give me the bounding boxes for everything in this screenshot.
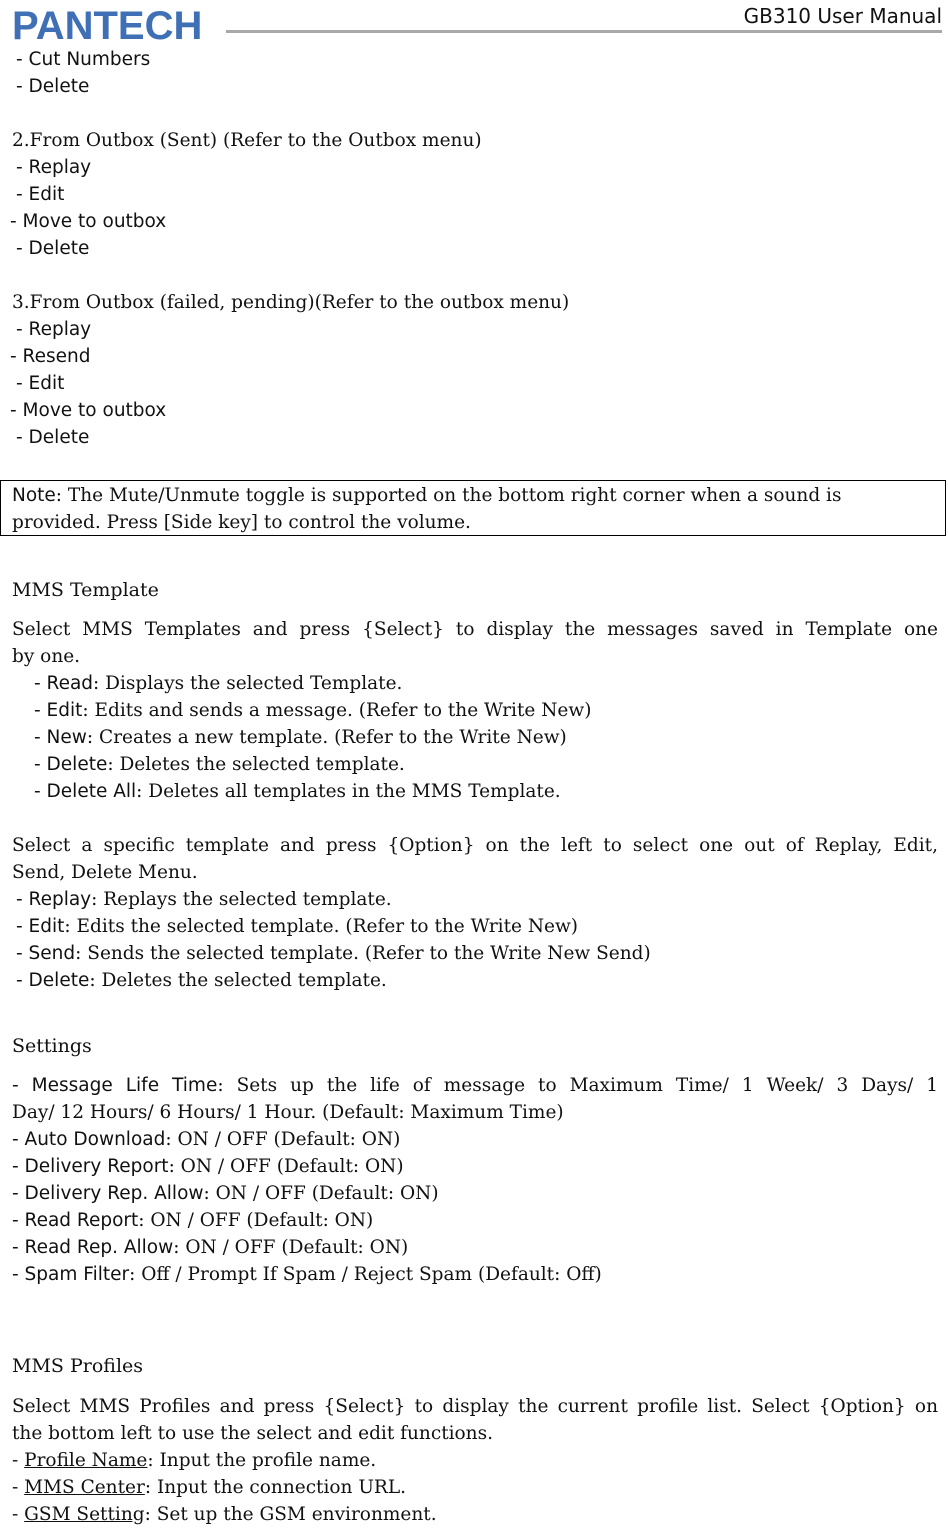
list-item (34, 724, 567, 751)
note-text: provided. Press [Side key] to control the volume. (12, 512, 471, 533)
note-label: Note (12, 485, 56, 506)
list-item: - Edit (16, 373, 65, 394)
item-term: - Replay (16, 889, 92, 910)
list-item (12, 1447, 376, 1474)
profile-name-link[interactable]: Profile Name (24, 1450, 148, 1471)
paragraph-line: Select a specific template and press {Option} on the left to select one out of Replay, Edit, (12, 835, 938, 856)
item-desc: : Displays the selected Template. (93, 673, 403, 694)
item-prefix: - (12, 1504, 25, 1525)
item-term: - Edit (16, 916, 65, 937)
item-term: - Read Report (12, 1210, 139, 1231)
item-term: - Send (16, 943, 76, 964)
item-prefix: - (12, 1450, 25, 1471)
item-desc: : Sets up the life of message to Maximum Time/ 1 Week/ 3 Days/ 1 (217, 1075, 938, 1096)
item-desc: : Set up the GSM environment. (144, 1504, 437, 1525)
item-desc: : Replays the selected template. (91, 889, 392, 910)
list-item: - Move to outbox (10, 400, 167, 421)
item-term: - Delete (34, 754, 108, 775)
paragraph-line: Day/ 12 Hours/ 6 Hours/ 1 Hour. (Default: Maximum Time) (12, 1102, 564, 1123)
item-term: - Read (34, 673, 94, 694)
item-desc: : ON / OFF (Default: ON) (168, 1156, 404, 1177)
list-item: - Delete (16, 427, 90, 448)
list-item (34, 778, 561, 805)
item-term: - Delivery Report (12, 1156, 169, 1177)
item-term: - Read Rep. Allow (12, 1237, 174, 1258)
list-item: - Edit (16, 184, 65, 205)
paragraph-line: Select MMS Templates and press {Select} to display the messages saved in Template one (12, 619, 938, 640)
list-item (12, 1501, 437, 1528)
note-text: : The Mute/Unmute toggle is supported on the bottom right corner when a sound is (55, 485, 842, 506)
item-desc: : ON / OFF (Default: ON) (203, 1183, 439, 1204)
list-item: - Resend (10, 346, 91, 367)
item-desc: : ON / OFF (Default: ON) (165, 1129, 401, 1150)
item-desc: : Deletes all templates in the MMS Template. (136, 781, 561, 802)
item-term: - Spam Filter (12, 1264, 130, 1285)
list-item (34, 670, 402, 697)
section-title: MMS Template (12, 579, 159, 601)
list-item (12, 1072, 938, 1099)
item-desc: : Edits and sends a message. (Refer to the Write New) (82, 700, 592, 721)
list-item (34, 697, 591, 724)
item-desc: : Off / Prompt If Spam / Reject Spam (Default: Off) (129, 1264, 602, 1285)
item-term: - Edit (34, 700, 83, 721)
section-title: Settings (12, 1035, 92, 1057)
item-desc: : Edits the selected template. (Refer to the Write New) (64, 916, 579, 937)
item-desc: : Deletes the selected template. (107, 754, 405, 775)
list-item: - Move to outbox (10, 211, 167, 232)
item-term: - Delete (16, 970, 90, 991)
gsm-setting-link[interactable]: GSM Setting (24, 1504, 145, 1525)
item-desc: : Sends the selected template. (Refer to the Write New Send) (75, 943, 651, 964)
list-item (16, 940, 651, 967)
paragraph-line: by one. (12, 646, 81, 667)
header-rule (226, 30, 942, 33)
paragraph-line: the bottom left to use the select and edit functions. (12, 1423, 493, 1444)
item-desc: : Creates a new template. (Refer to the Write New) (86, 727, 567, 748)
pantech-logo: PANTECH (12, 4, 203, 48)
item-term: - Delete All (34, 781, 137, 802)
list-item (16, 967, 387, 994)
list-item: - Delete (16, 76, 90, 97)
list-item: - Replay (16, 157, 92, 178)
item-term: - Message Life Time (12, 1075, 218, 1096)
list-item (12, 1180, 439, 1207)
list-item: - Delete (16, 238, 90, 259)
item-desc: : ON / OFF (Default: ON) (138, 1210, 374, 1231)
item-desc: : Deletes the selected template. (89, 970, 387, 991)
list-item (12, 1153, 404, 1180)
list-item (34, 751, 405, 778)
list-item (16, 886, 392, 913)
item-term: - Auto Download (12, 1129, 166, 1150)
item-desc: : Input the profile name. (147, 1450, 377, 1471)
item-term: - Delivery Rep. Allow (12, 1183, 204, 1204)
list-item (12, 1126, 400, 1153)
section-heading: 2.From Outbox (Sent) (Refer to the Outbox menu) (12, 130, 482, 151)
list-item (16, 913, 578, 940)
section-heading: 3.From Outbox (failed, pending)(Refer to the outbox menu) (12, 292, 570, 313)
list-item (12, 1474, 406, 1501)
list-item: - Replay (16, 319, 92, 340)
paragraph-line: Send, Delete Menu. (12, 862, 198, 883)
item-desc: : Input the connection URL. (144, 1477, 407, 1498)
note-line (12, 482, 841, 509)
manual-title: GB310 User Manual (743, 4, 942, 28)
section-title: MMS Profiles (12, 1355, 144, 1377)
paragraph-line: Select MMS Profiles and press {Select} to display the current profile list. Select {Option} on (12, 1396, 938, 1417)
item-desc: : ON / OFF (Default: ON) (173, 1237, 409, 1258)
list-item (12, 1207, 373, 1234)
item-term: - New (34, 727, 87, 748)
item-prefix: - (12, 1477, 25, 1498)
list-item (12, 1261, 602, 1288)
mms-center-link[interactable]: MMS Center (24, 1477, 145, 1498)
list-item: - Cut Numbers (16, 49, 151, 70)
list-item (12, 1234, 408, 1261)
